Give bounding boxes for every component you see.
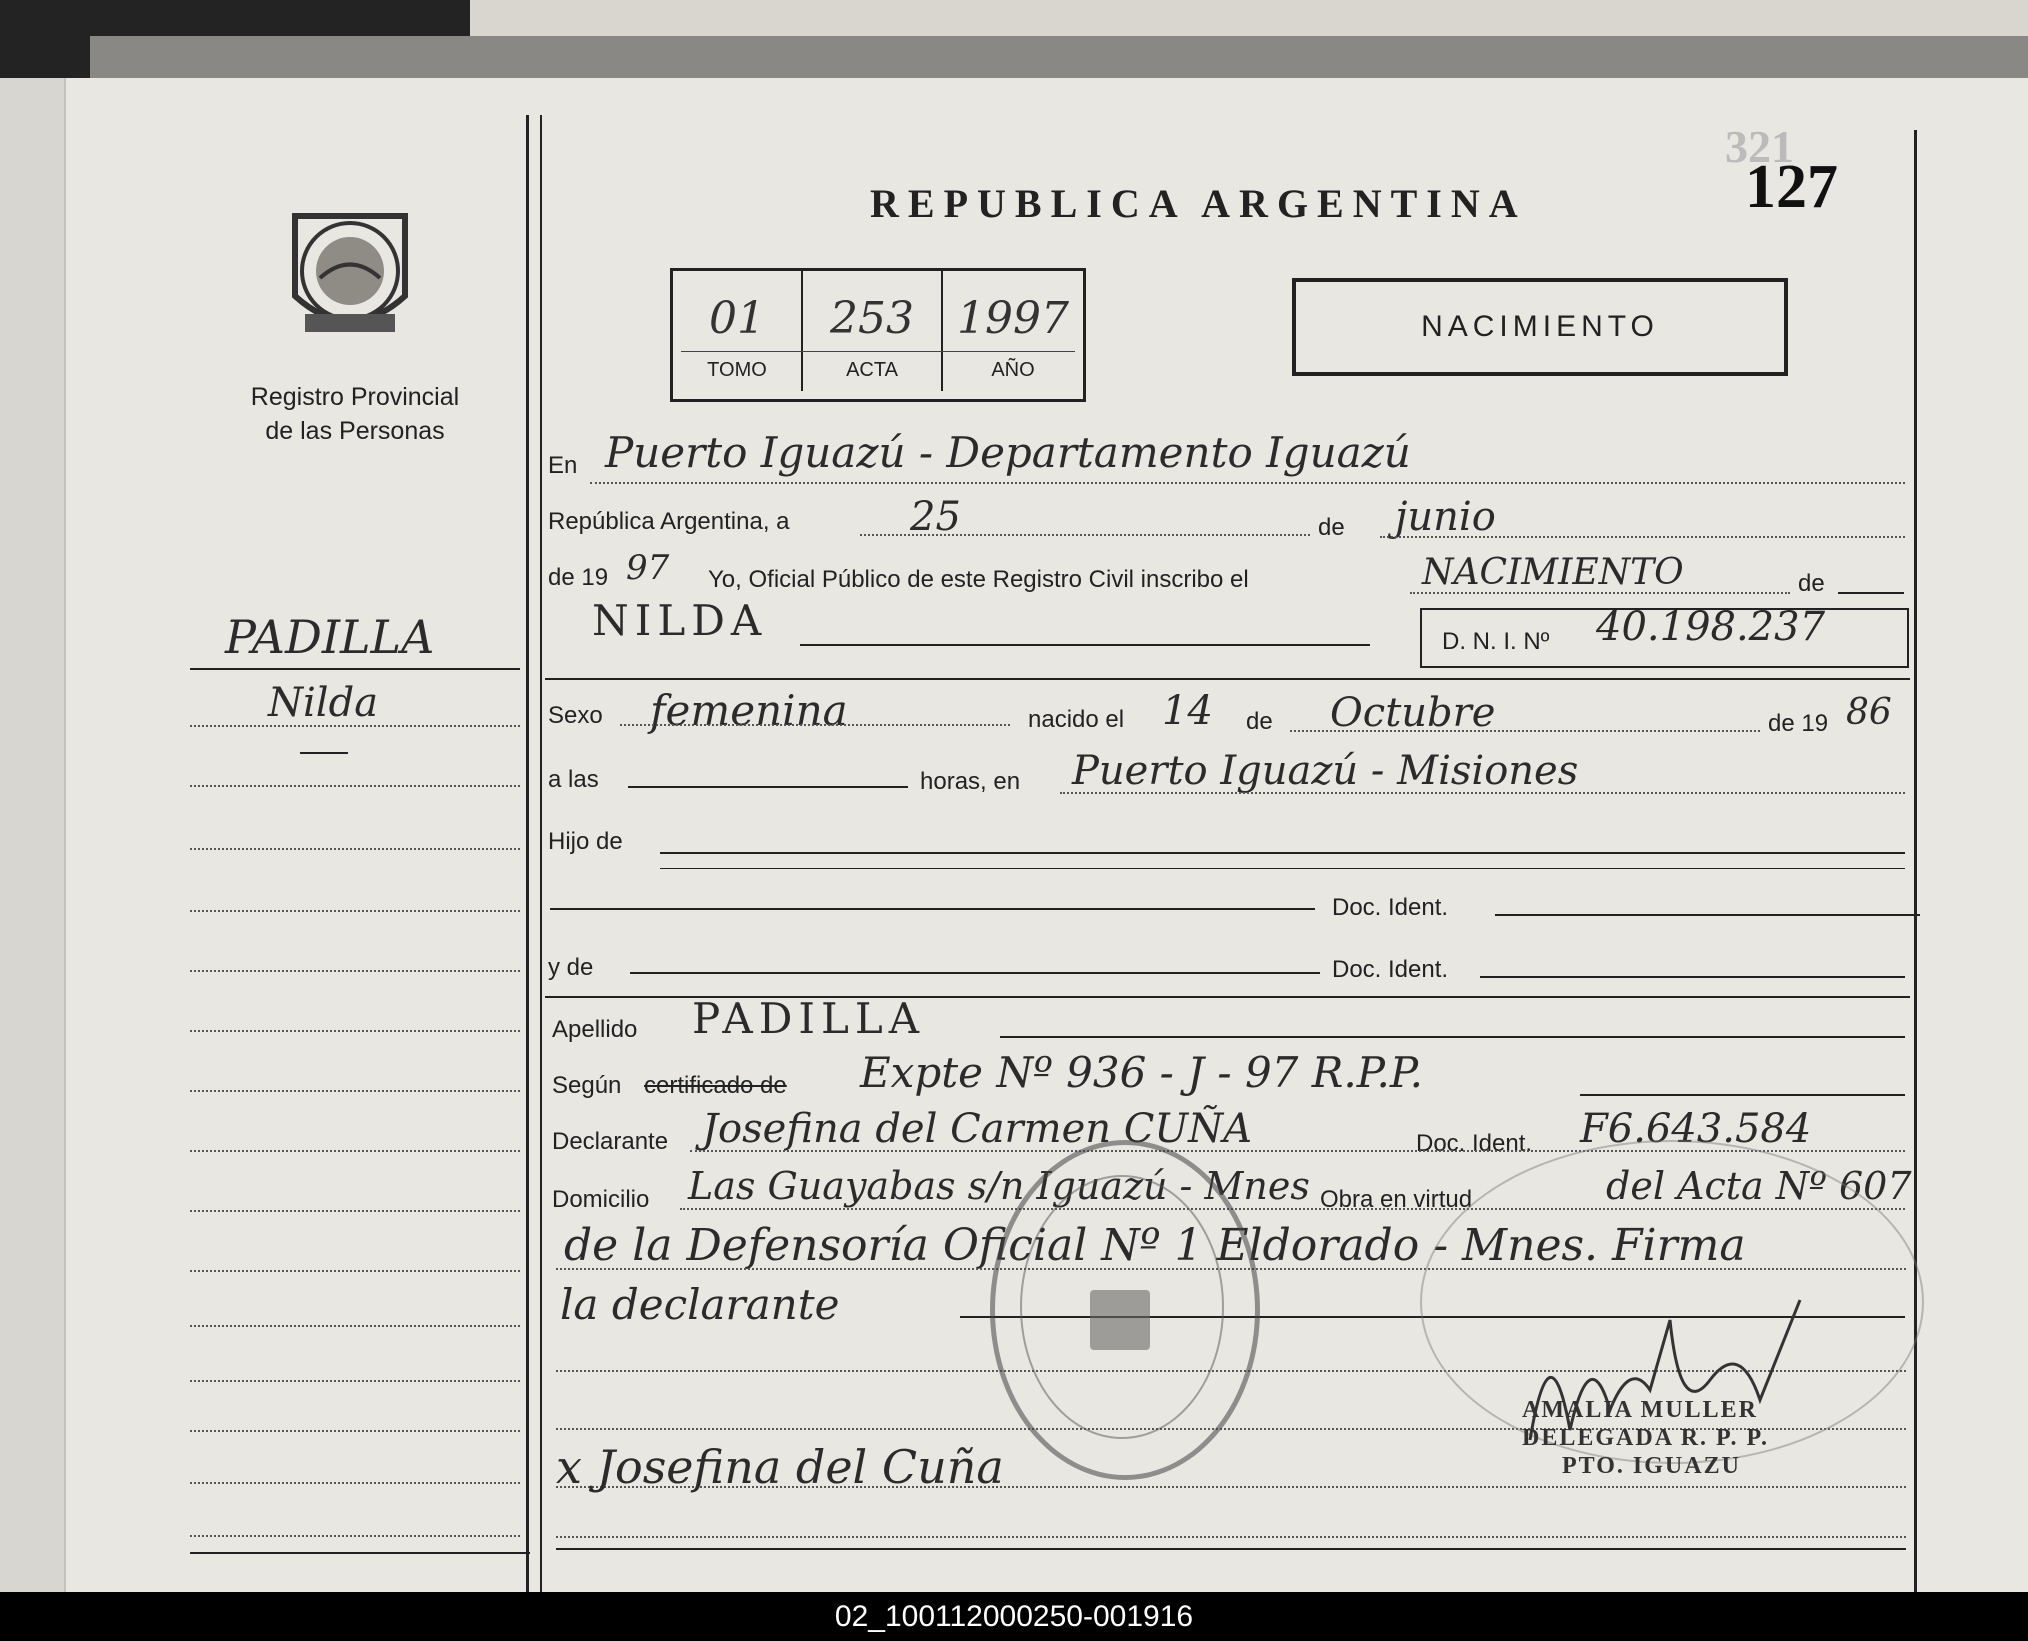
declarante-signature: x Josefina del Cuña [556,1440,1004,1494]
hijo-line [660,852,1905,854]
day-value: 25 [910,494,961,540]
act-type-box: NACIMIENTO [1292,278,1788,376]
apellido-value: PADILLA [692,994,926,1043]
alas-label: a las [548,766,599,793]
margin-dotted-line [190,1270,520,1272]
certificado-label: certificado de [644,1072,787,1099]
margin-dotted-line [190,1535,520,1537]
page-number: 127 [1745,153,1838,221]
record-box-divider [681,351,1075,352]
row-rule-1 [545,678,1910,680]
segun-label: Según [552,1072,622,1099]
declarante-label: Declarante [552,1128,669,1155]
doc-ident-label-3: Doc. Ident. [1416,1130,1533,1157]
birth-month: Octubre [1330,690,1496,736]
tomo-value: 01 [709,293,765,344]
form-bottom-rule [556,1548,1906,1550]
acta-label: ACTA [846,359,898,381]
registry-name [200,380,510,448]
book-edge [90,36,2028,82]
anio-label: AÑO [991,359,1035,381]
day-line [860,534,1310,536]
margin-surname: PADILLA [225,610,435,664]
margin-dotted-line [190,1210,520,1212]
country-title: REPUBLICA ARGENTINA [870,181,1527,226]
doc-ident-line-2 [1480,976,1905,978]
margin-dotted-line [190,1030,520,1032]
nacido-label: nacido el [1028,706,1125,733]
doc-ident-label-1: Doc. Ident. [1332,894,1449,921]
tomo-cell [673,271,803,391]
event-value: NACIMIENTO [1422,552,1684,593]
oficial-text: Yo, Oficial Público de este Registro Civil inscribo el [708,566,1249,593]
acta-cell [803,271,943,391]
margin-rule [190,668,520,670]
dni-value: 40.198.237 [1596,604,1826,650]
margin-given-name: Nilda [268,680,379,726]
margin-dotted-line [190,910,520,912]
horas-line [628,786,908,788]
month-line [1380,536,1905,538]
apellido-line [1000,1036,1905,1038]
top-strip [0,0,2028,90]
stamp-emblem [1090,1290,1150,1350]
registry-line-1: Registro Provincial [250,383,460,411]
de-label: de [1318,514,1345,541]
margin-right-border [540,115,542,1592]
month-value: junio [1395,494,1496,540]
margin-dotted-line [190,1090,520,1092]
en-label: En [548,452,578,479]
obra-label: Obra en virtud [1320,1186,1473,1213]
tomo-label: TOMO [707,359,767,381]
dni-label: D. N. I. Nº [1442,628,1550,655]
form-left-border [526,115,529,1592]
birth-year-prefix: de 19 [1768,710,1829,737]
margin-dotted-line [190,1325,520,1327]
hijo-line-2 [660,868,1905,869]
margin-dotted-line [190,1380,520,1382]
file-code-bar: 02_100112000250-001916 [0,1592,2028,1641]
margin-dotted-line [190,1150,520,1152]
margin-dotted-line [190,1482,520,1484]
obra-value: del Acta Nº 607 [1606,1164,1912,1208]
book-spine [0,78,66,1592]
hijo-label: Hijo de [548,828,623,855]
official-place: PTO. IGUAZU [1562,1453,1741,1479]
year-value: 97 [626,548,670,588]
record-number-box [670,268,1086,402]
declarante-value: Josefina del Carmen CUÑA [702,1106,1252,1152]
note-line-3: la declarante [560,1280,840,1329]
sexo-line [620,724,1010,726]
margin-dotted-line [190,785,520,787]
official-stamp-text [1522,1396,1769,1480]
margin-dash [300,752,348,754]
event-line [1410,592,1790,594]
birth-year: 86 [1846,692,1892,733]
sexo-value: femenina [650,686,848,735]
republica-label: República Argentina, a [548,508,790,535]
event-dash [1838,592,1904,594]
anio-value: 1997 [957,293,1069,344]
official-title: DELEGADA R. P. P. [1522,1425,1769,1451]
sexo-label: Sexo [548,702,603,729]
birth-place-line [1060,792,1905,794]
blank-line-4 [556,1536,1906,1538]
de-label-2: de [1798,570,1825,597]
yde-line [630,972,1320,974]
official-name: AMALIA MULLER [1522,1397,1759,1423]
segun-line [1580,1094,1905,1096]
en-line [590,482,1905,484]
segun-value: Expte Nº 936 - J - 97 R.P.P. [860,1048,1423,1097]
name-value: NILDA [592,596,768,645]
yde-label: y de [548,954,594,981]
domicilio-value: Las Guayabas s/n Iguazú - Mnes [688,1164,1310,1208]
doc-ident-label-2: Doc. Ident. [1332,956,1449,983]
margin-bottom-rule [190,1552,530,1554]
declarante-doc: F6.643.584 [1580,1106,1812,1152]
faint-page-number: 321 [1725,121,1794,172]
de-label-3: de [1246,708,1273,735]
apellido-label: Apellido [552,1016,638,1043]
form-right-border [1914,130,1917,1592]
acta-value: 253 [830,293,914,344]
domicilio-label: Domicilio [552,1186,650,1213]
birth-place: Puerto Iguazú - Misiones [1072,748,1579,794]
anio-cell [943,271,1083,391]
province-seal-icon [275,196,425,346]
note-line-2: de la Defensoría Oficial Nº 1 Eldorado - Mnes. Firma [564,1220,1746,1271]
horas-label: horas, en [920,768,1021,795]
margin-dotted-line [190,970,520,972]
en-value: Puerto Iguazú - Departamento Iguazú [605,428,1411,477]
birth-month-line [1290,730,1760,732]
registry-line-2: de las Personas [265,417,445,445]
year-prefix: de 19 [548,564,609,591]
birth-day: 14 [1162,688,1213,734]
margin-dotted-line [190,725,520,727]
margin-dotted-line [190,1430,520,1432]
name-line [800,644,1370,646]
margin-dotted-line [190,848,520,850]
doc-ident-line-1 [1495,914,1920,916]
hijo-line-3 [550,908,1315,910]
